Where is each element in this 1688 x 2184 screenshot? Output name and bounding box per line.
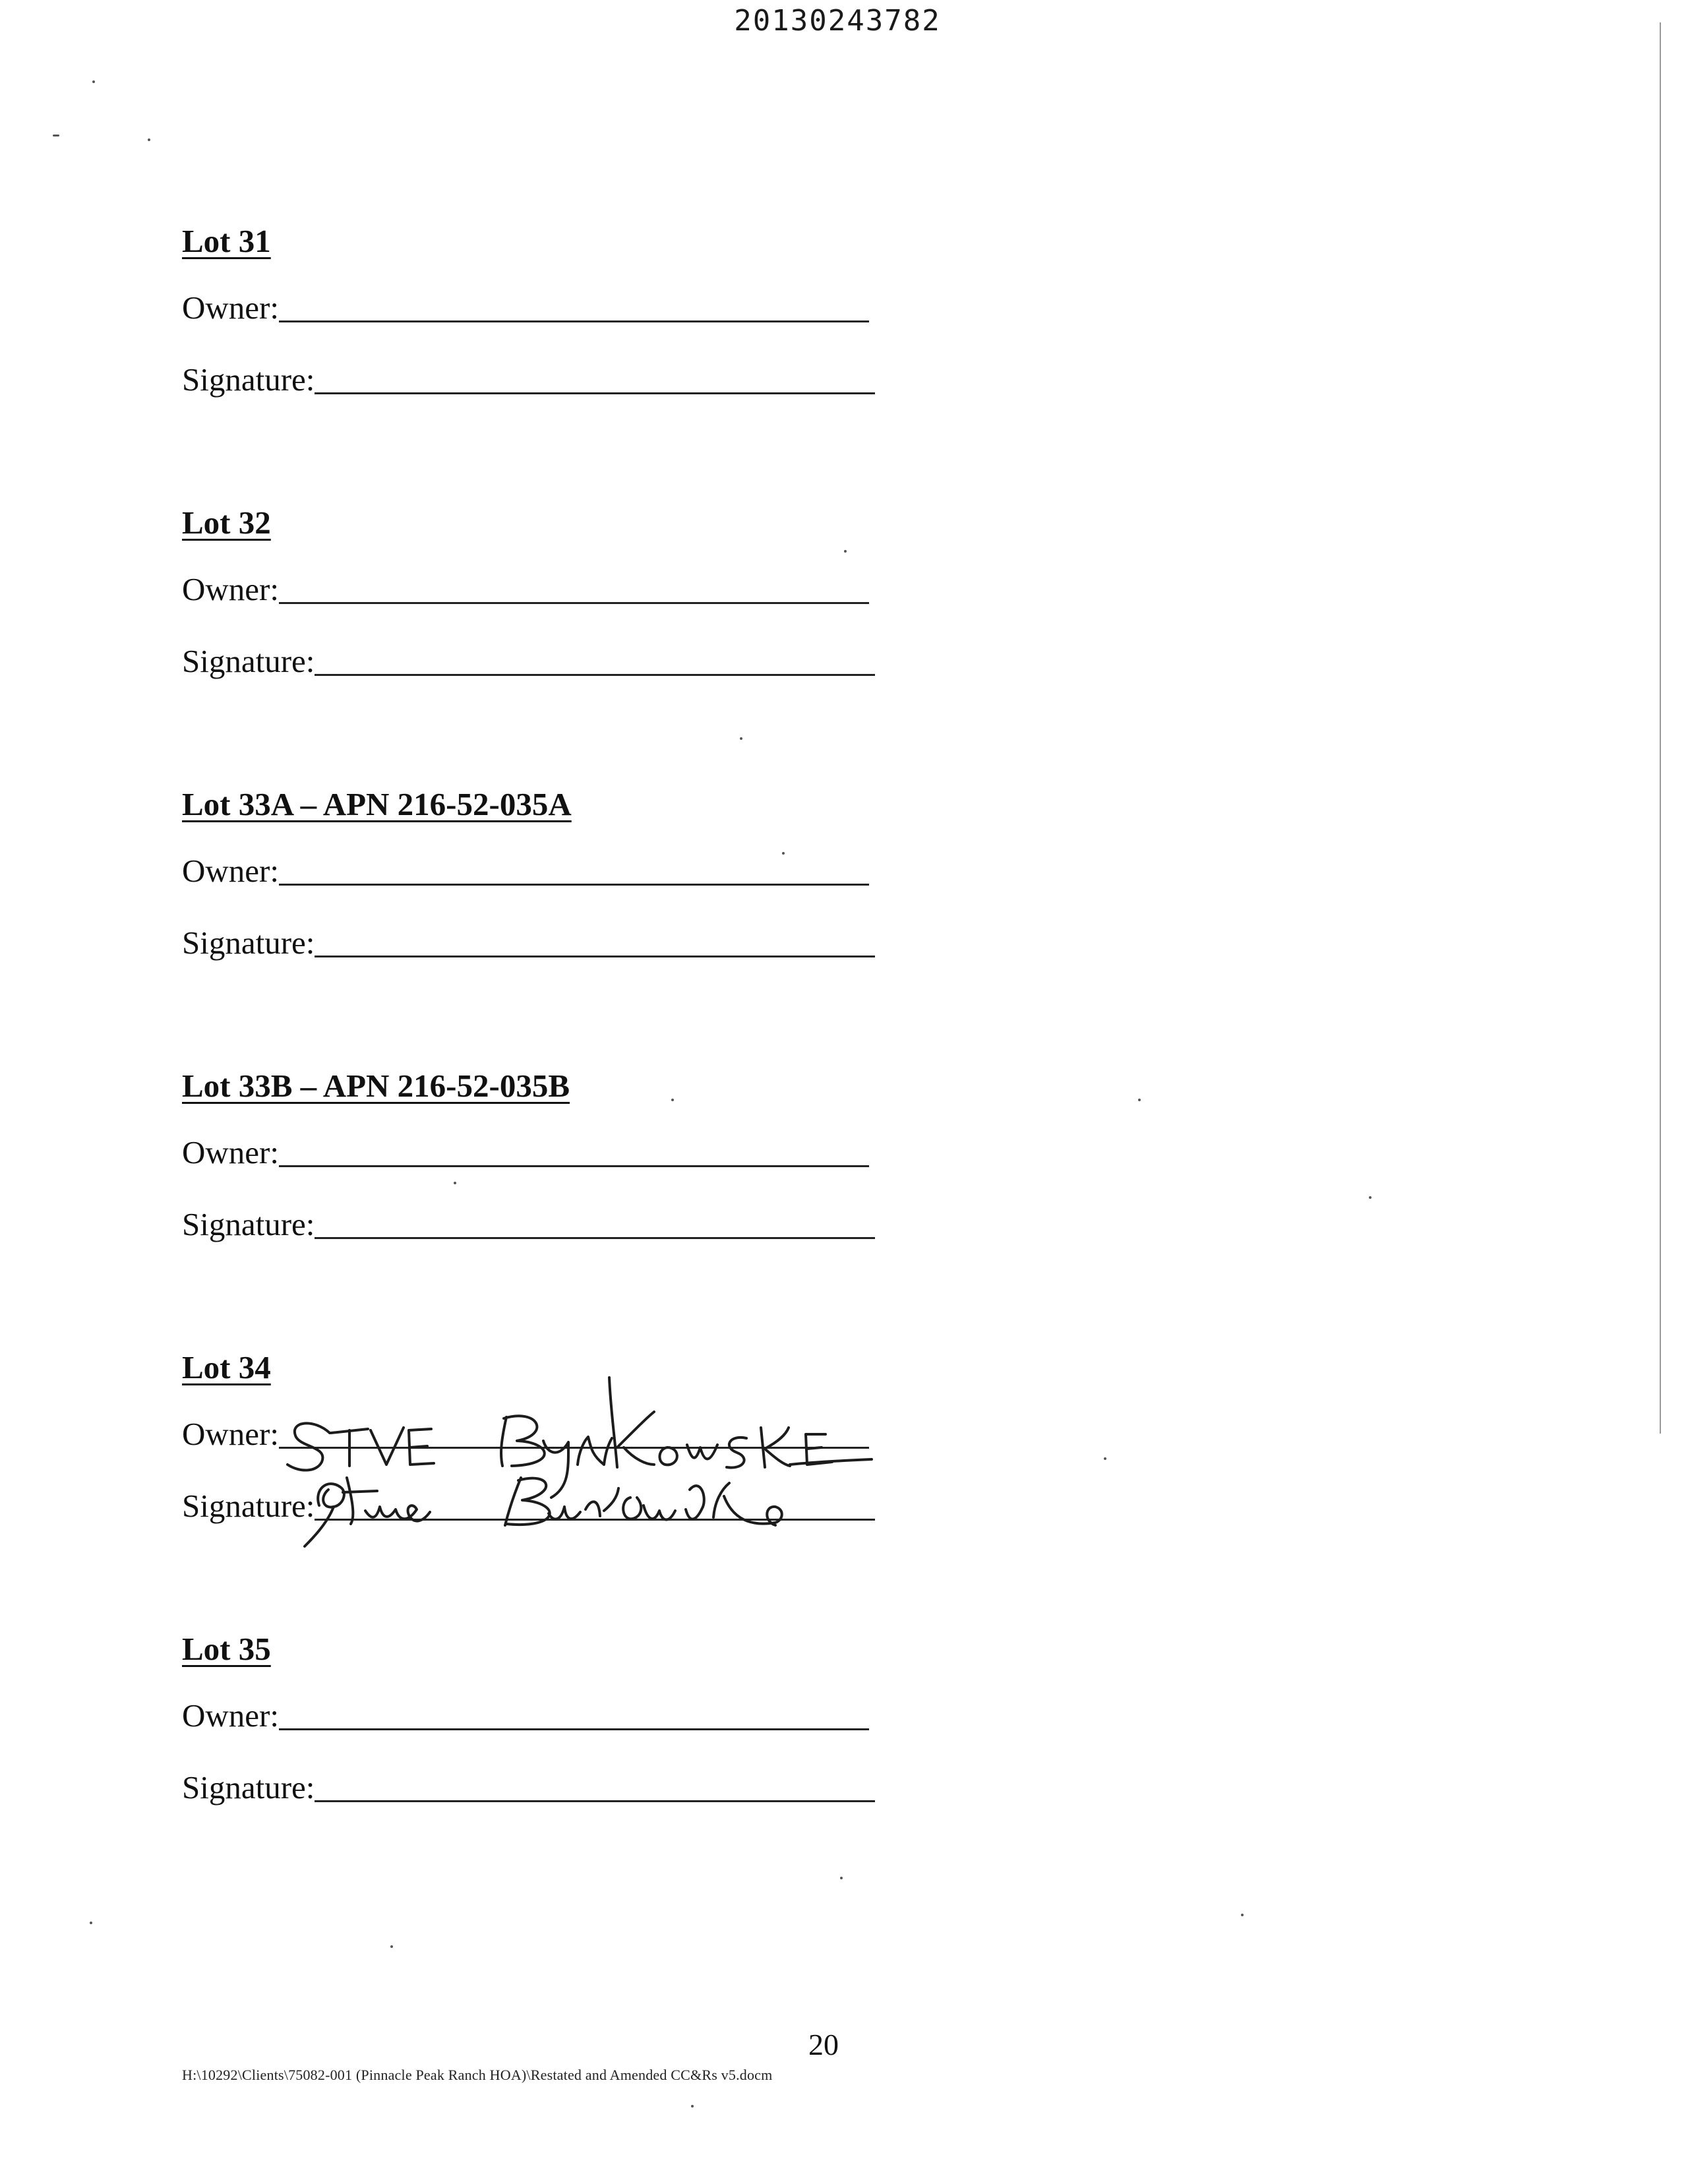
- signature-label: Signature:: [182, 1769, 315, 1805]
- handwritten-owner-and-signature-icon: [182, 1349, 894, 1566]
- file-path-footer: H:\10292\Clients\75082-001 (Pinnacle Peak Ranch HOA)\Restated and Amended CC&Rs v5.docm: [182, 2067, 773, 2083]
- signature-label: Signature:: [182, 925, 315, 961]
- lot-34-block: [182, 1349, 894, 1566]
- scan-speck: [840, 1877, 843, 1879]
- scan-speck: [53, 135, 59, 136]
- owner-line[interactable]: [279, 1412, 869, 1449]
- signature-label: Signature:: [182, 643, 315, 679]
- lot-33a-block: [182, 785, 894, 1003]
- signature-label: Signature:: [182, 1488, 315, 1524]
- lot-31-block: [182, 222, 894, 440]
- scan-speck: [1104, 1457, 1106, 1460]
- owner-label: Owner:: [182, 289, 279, 326]
- scan-speck: [844, 550, 847, 553]
- signature-field: [182, 923, 875, 963]
- scan-speck: [148, 138, 150, 141]
- signature-field: [182, 1205, 875, 1244]
- owner-field: [182, 288, 869, 328]
- owner-line[interactable]: [279, 1694, 869, 1730]
- signature-line[interactable]: [315, 1766, 875, 1802]
- scan-speck: [1138, 1099, 1141, 1101]
- lot-32-block: [182, 504, 894, 721]
- signature-label: Signature:: [182, 1206, 315, 1242]
- signature-line[interactable]: [315, 1484, 875, 1521]
- owner-line[interactable]: [279, 286, 869, 322]
- owner-label: Owner:: [182, 571, 279, 607]
- owner-line[interactable]: [279, 568, 869, 604]
- page-edge-line: [1660, 22, 1661, 1434]
- page-number: 20: [808, 2028, 839, 2061]
- owner-field: [182, 1133, 869, 1172]
- lot-heading: Lot 35: [182, 1631, 271, 1667]
- scan-speck: [671, 1099, 674, 1101]
- lot-heading: Lot 34: [182, 1349, 271, 1385]
- signature-line[interactable]: [315, 640, 875, 676]
- owner-label: Owner:: [182, 1697, 279, 1734]
- scan-speck: [1241, 1914, 1244, 1916]
- lot-heading: Lot 33A – APN 216-52-035A: [182, 786, 572, 822]
- lot-heading: Lot 33B – APN 216-52-035B: [182, 1068, 570, 1104]
- scan-speck: [782, 852, 785, 855]
- owner-line[interactable]: [279, 849, 869, 886]
- scan-speck: [740, 737, 742, 740]
- signature-line[interactable]: [315, 921, 875, 957]
- scan-speck: [1369, 1196, 1372, 1199]
- scan-speck: [454, 1182, 456, 1184]
- owner-field: [182, 851, 869, 891]
- owner-field: [182, 1414, 869, 1454]
- signature-field: [182, 1768, 875, 1807]
- lot-33b-block: [182, 1067, 894, 1285]
- lot-35-block: [182, 1630, 894, 1848]
- lot-heading: Lot 31: [182, 223, 271, 259]
- owner-label: Owner:: [182, 1134, 279, 1170]
- owner-label: Owner:: [182, 1416, 279, 1452]
- signature-field: [182, 1486, 875, 1526]
- lot-heading: Lot 32: [182, 504, 271, 541]
- signature-label: Signature:: [182, 361, 315, 398]
- signature-field: [182, 642, 875, 681]
- signature-field: [182, 360, 875, 400]
- recording-number: 20130243782: [734, 4, 941, 38]
- signature-line[interactable]: [315, 358, 875, 394]
- scan-speck: [390, 1945, 393, 1948]
- signature-line[interactable]: [315, 1203, 875, 1239]
- scan-speck: [691, 2105, 694, 2108]
- scan-speck: [92, 80, 95, 83]
- scan-speck: [90, 1922, 92, 1924]
- owner-line[interactable]: [279, 1131, 869, 1167]
- owner-label: Owner:: [182, 853, 279, 889]
- owner-field: [182, 1696, 869, 1736]
- owner-field: [182, 570, 869, 609]
